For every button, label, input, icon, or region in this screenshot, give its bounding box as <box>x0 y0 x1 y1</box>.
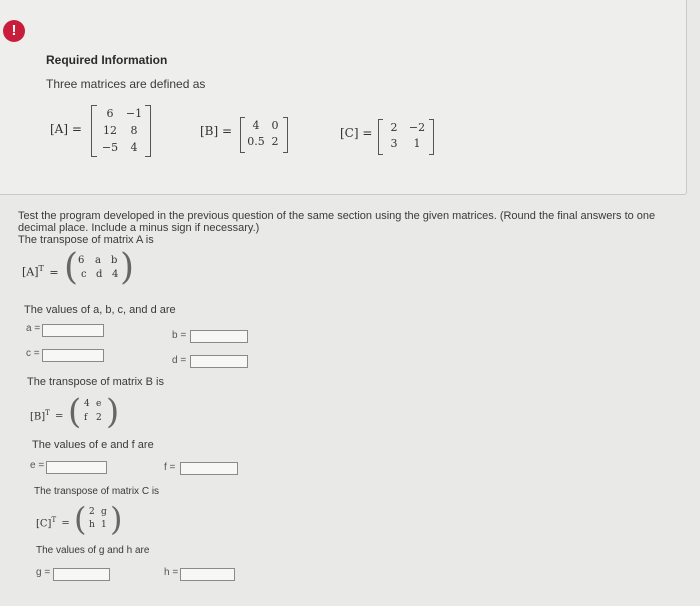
matrix-b <box>240 117 288 153</box>
matrices-intro-text: Three matrices are defined as <box>46 77 206 91</box>
matrix-b-cell: 2 <box>271 135 279 148</box>
transpose-b-heading: The transpose of matrix B is <box>27 376 164 388</box>
answer-h-input[interactable] <box>180 568 235 581</box>
ct-cell: h <box>89 520 95 530</box>
question-line-1: Test the program developed in the previous question of the same section using the given matrices. (Round the final answers to one <box>18 210 656 222</box>
at-superscript: T <box>38 264 44 273</box>
answer-c-input[interactable] <box>42 349 104 362</box>
bt-cell: 4 <box>84 399 90 409</box>
matrix-a-cell: 4 <box>130 141 138 154</box>
ct-cell: 1 <box>101 520 107 530</box>
ct-superscript: T <box>51 516 57 524</box>
matrix-c-cell: −2 <box>408 121 426 134</box>
at-cell: d <box>96 269 103 280</box>
field-c-label: c = <box>26 348 40 359</box>
answer-a-input[interactable] <box>42 324 104 337</box>
field-b-label: b = <box>172 330 187 341</box>
matrix-a-cell: −1 <box>125 107 143 120</box>
matrix-b-label: [B] = <box>200 124 233 138</box>
matrix-c-cell: 1 <box>413 137 421 150</box>
answer-b-input[interactable] <box>190 330 248 343</box>
matrix-b-cell: 0 <box>271 119 279 132</box>
answer-e-input[interactable] <box>46 461 107 474</box>
field-a-label: a = <box>26 323 41 334</box>
question-instructions <box>18 210 688 234</box>
at-right-paren: ) <box>120 247 135 288</box>
matrix-a-label: [A] = <box>50 122 82 136</box>
ct-cell: g <box>101 507 107 517</box>
ct-expression <box>36 516 70 529</box>
bt-left-paren: ( <box>68 392 82 432</box>
values-gh-text: The values of g and h are <box>36 545 150 556</box>
at-cell: 4 <box>112 269 119 280</box>
answer-g-input[interactable] <box>53 568 110 581</box>
at-label: [A] <box>22 265 39 279</box>
ct-equals: = <box>61 518 70 530</box>
bt-cell: f <box>84 413 88 423</box>
at-cell: a <box>95 255 101 266</box>
bt-right-paren: ) <box>106 392 120 432</box>
matrix-c-cell: 3 <box>390 137 398 150</box>
matrix-b-cell: 0.5 <box>247 135 265 148</box>
bt-label: [B] <box>30 411 46 423</box>
at-cell: c <box>81 269 87 280</box>
bt-equals: = <box>55 411 64 423</box>
transpose-a-heading: The transpose of matrix A is <box>18 234 154 246</box>
bt-superscript: T <box>45 409 50 417</box>
matrix-a-cell: 6 <box>106 107 114 120</box>
values-abcd-text: The values of a, b, c, and d are <box>24 304 176 316</box>
bt-cell: e <box>96 399 102 409</box>
matrix-a-cell: −5 <box>101 141 119 154</box>
required-information-title: Required Information <box>46 53 168 67</box>
field-e-label: e = <box>30 460 45 471</box>
values-ef-text: The values of e and f are <box>32 439 154 451</box>
bt-expression <box>30 409 63 422</box>
required-information-panel <box>0 0 687 195</box>
field-f-label: f = <box>164 462 176 473</box>
ct-left-paren: ( <box>74 500 87 538</box>
at-left-paren: ( <box>64 247 79 288</box>
field-d-label: d = <box>172 355 187 366</box>
field-h-label: h = <box>164 567 179 578</box>
at-expression <box>22 264 59 279</box>
alert-icon: ! <box>3 20 25 42</box>
bt-cell: 2 <box>96 413 102 423</box>
at-cell: b <box>111 255 118 266</box>
ct-cell: 2 <box>89 507 95 517</box>
matrix-a-cell: 8 <box>130 124 138 137</box>
matrix-a-cell: 12 <box>103 124 117 137</box>
at-equals: = <box>49 265 59 279</box>
matrix-c <box>378 119 434 155</box>
field-g-label: g = <box>36 567 51 578</box>
transpose-c-heading: The transpose of matrix C is <box>34 486 160 497</box>
matrix-c-label: [C] = <box>340 126 373 140</box>
ct-right-paren: ) <box>110 500 123 538</box>
answer-f-input[interactable] <box>180 462 238 475</box>
matrix-c-cell: 2 <box>390 121 398 134</box>
answer-d-input[interactable] <box>190 355 248 368</box>
at-cell: 6 <box>78 255 85 266</box>
matrix-a <box>91 105 151 157</box>
ct-label: [C] <box>36 518 52 530</box>
matrix-b-cell: 4 <box>252 119 260 132</box>
question-line-2: decimal place. Include a minus sign if necessary.) <box>18 222 260 234</box>
